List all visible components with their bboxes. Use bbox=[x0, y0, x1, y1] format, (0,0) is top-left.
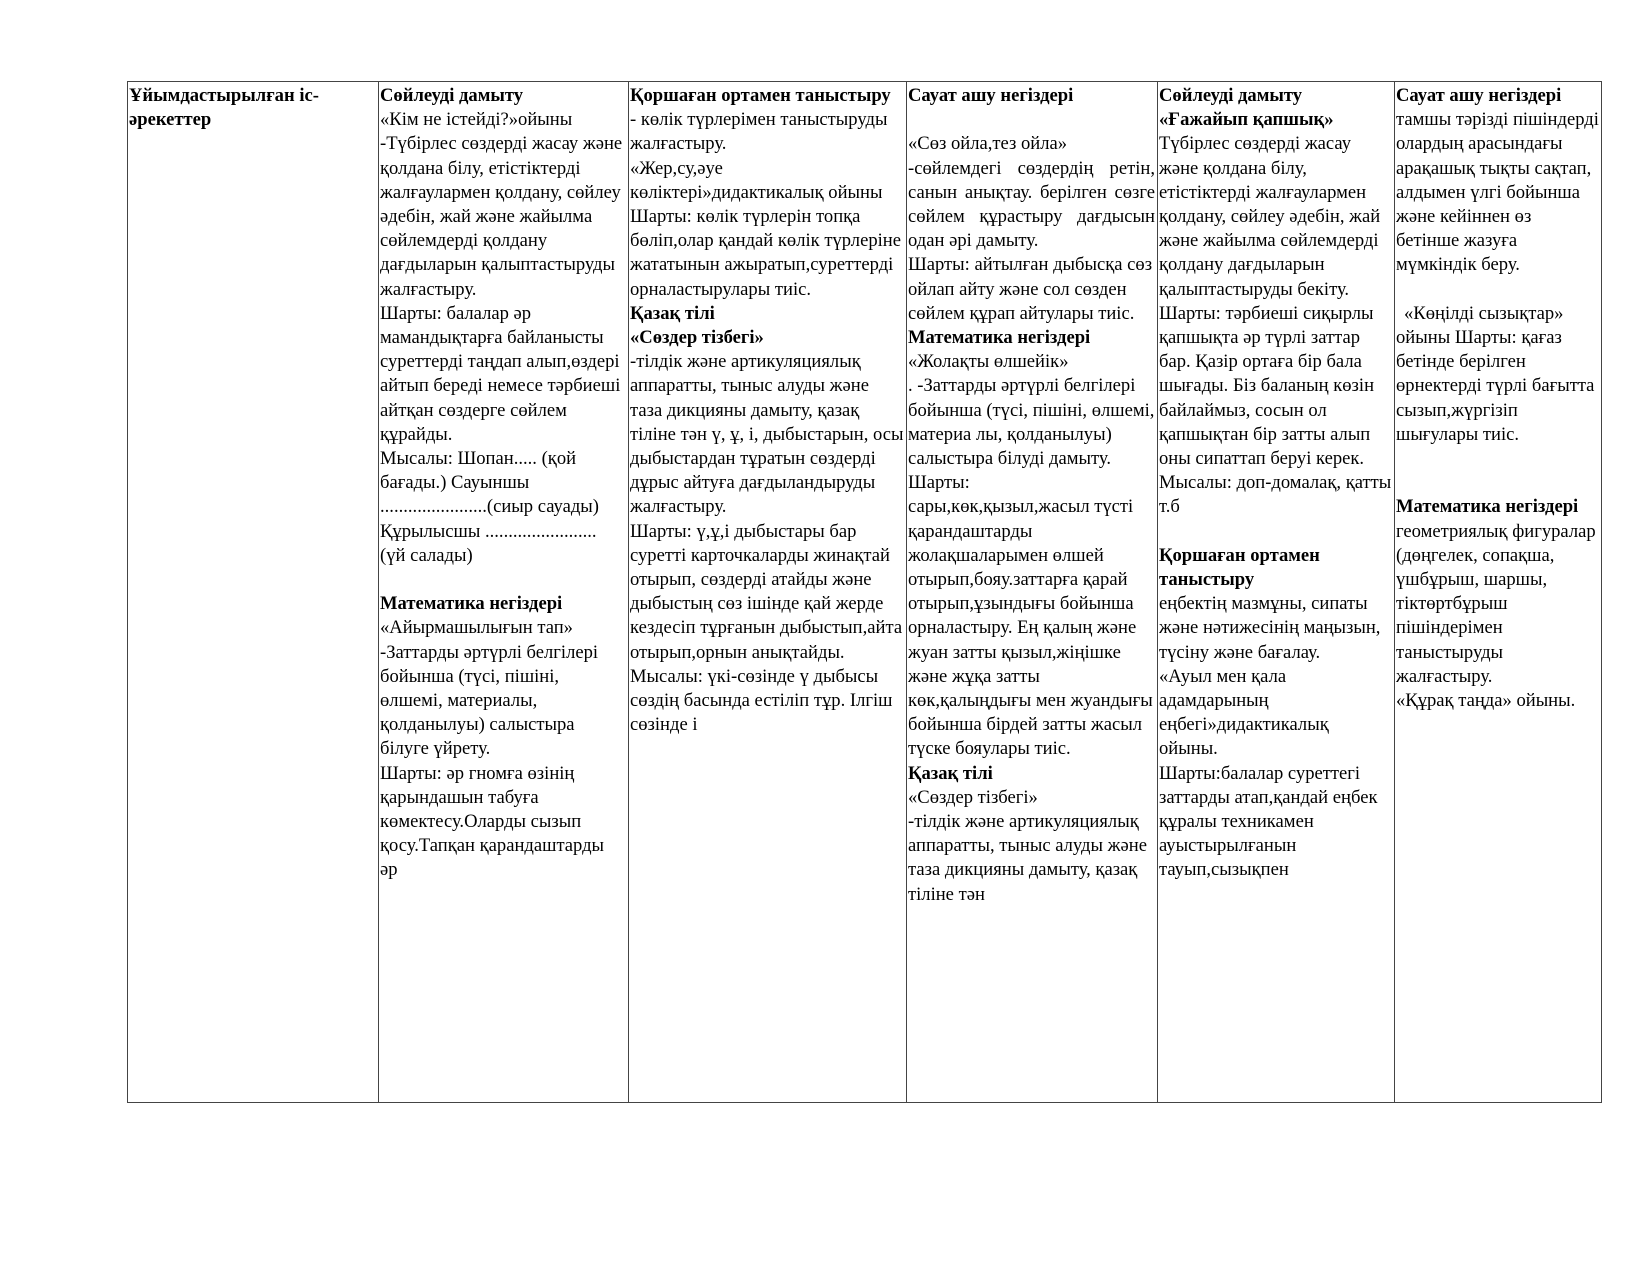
paragraph: Мысалы: Шопан..... (қой бағады.) Сауыншы .......................(сиыр сауады) Құрылысшы ........................ (үй салады) bbox=[380, 448, 599, 566]
activity-cell-1 bbox=[379, 82, 629, 1103]
paragraph: Шарты: балалар әр мамандықтарға байланысты суреттерді таңдап алып,өздері айтып береді немесе тәрбиеші айтқан сөздерге сөйлем құрайды. bbox=[380, 302, 621, 445]
paragraph: -тілдік және артикуляциялық аппаратты, тыныс алуды және таза дикцияны дамыту, қазақ тіліне тән ү, ұ, і, дыбыстарын, осы дыбыстардан тұратын сөздерді дұрыс айтуға дағдыландыруды жалғастыру. bbox=[630, 351, 904, 518]
table-row bbox=[128, 82, 1602, 1103]
paragraph: Шарты:балалар суреттегі заттарды атап,қандай еңбек құралы техникамен ауыстырылғанын тауып,сызықпен bbox=[1159, 762, 1378, 881]
section-heading: «Сөздер тізбегі» bbox=[630, 327, 764, 349]
paragraph: геометриялық фигуралар (дөңгелек, сопақша, үшбұрыш, шаршы, тіктөртбұрыш пішіндерімен таныстыруды жалғастыру. bbox=[1396, 520, 1596, 687]
row-header-label: Ұйымдастырылған іс-әрекеттер bbox=[129, 85, 319, 131]
section-heading: Қазақ тілі bbox=[908, 762, 993, 784]
row-header-cell bbox=[128, 82, 379, 1103]
section-heading: Сөйлеуді дамыту bbox=[380, 85, 524, 106]
section-heading: Сауат ашу негіздері bbox=[908, 85, 1074, 106]
paragraph: Шарты: айтылған дыбысқа сөз ойлап айту және сол сөзден сөйлем құрап айтулары тиіс. bbox=[908, 254, 1153, 324]
paragraph: «Ауыл мен қала адамдарының еңбегі»дидактикалық ойыны. bbox=[1159, 665, 1329, 760]
paragraph: . -Заттарды әртүрлі белгілері бойынша (түсі, пішіні, өлшемі, материа лы, қолданылуы) салыстыра білуді дамыту. bbox=[908, 375, 1155, 470]
paragraph: Шарты: көлік түрлерін топқа бөліп,олар қандай көлік түрлеріне жататынын ажыратып,суреттерді орналастырулары тиіс. bbox=[630, 206, 902, 300]
spacer bbox=[1396, 447, 1599, 471]
spacer bbox=[380, 568, 626, 592]
section-heading: Математика негіздері bbox=[380, 593, 563, 615]
paragraph: «Құрақ таңда» ойыны. bbox=[1396, 690, 1576, 712]
section-heading: Қоршаған ортамен таныстыру bbox=[1159, 544, 1320, 591]
paragraph: тамшы тәрізді пішіндерді олардың арасындағы арақашық тықты сақтап, алдымен үлгі бойынша және кейіннен өз бетінше жазуға мүмкіндік беру. bbox=[1396, 109, 1599, 276]
paragraph: «Кім не істейді?»ойыны bbox=[380, 109, 573, 131]
activity-cell-4 bbox=[1158, 82, 1395, 1103]
section-heading: Сауат ашу негіздері bbox=[1396, 85, 1562, 106]
section-heading: Математика негіздері bbox=[908, 327, 1091, 349]
paragraph: «Көңілді сызықтар» ойыны Шарты: қағаз бетінде берілген өрнектерді түрлі бағытта сызып,жүргізіп шығулары тиіс. bbox=[1396, 302, 1595, 445]
paragraph: Шарты: ү,ұ,і дыбыстары бар суретті карточкаларды жинақтай отырып, сөздерді атайды және дыбыстың сөз ішінде қай жерде кездесіп тұрғанын дыбыстып,айта отырып,орнын анықтайды. bbox=[630, 520, 903, 663]
section-heading: Қазақ тілі bbox=[630, 302, 715, 324]
spacer bbox=[1396, 278, 1599, 302]
lesson-plan-table bbox=[127, 81, 1602, 1103]
paragraph: Мысалы: үкі-сөзінде ү дыбысы сөздің басында естіліп тұр. Ілгіш сөзінде і bbox=[630, 665, 893, 736]
paragraph: «Жолақты өлшейік» bbox=[908, 351, 1069, 373]
spacer bbox=[1159, 520, 1392, 544]
section-heading: Қоршаған ортамен таныстыру bbox=[630, 85, 891, 106]
paragraph: «Айырмашылығын тап» bbox=[380, 617, 573, 639]
paragraph: «Жер,су,әуе көліктері»дидактикалық ойыны bbox=[630, 157, 883, 203]
activity-cell-5 bbox=[1395, 82, 1602, 1103]
paragraph: -Түбірлес сөздерді жасау және қолдана білу, етістіктерді жалғаулармен қолдану, сөйлеу әдебін, жай және жайылма сөйлемдерді қолдану дағдыларын қалыптастыруды жалғастыру. bbox=[380, 133, 623, 300]
spacer bbox=[1396, 471, 1599, 495]
section-heading: Математика негіздері bbox=[1396, 496, 1579, 518]
section-heading: Сөйлеуді дамыту bbox=[1159, 85, 1303, 106]
paragraph: - көлік түрлерімен таныстыруды жалғастыру. bbox=[630, 109, 888, 155]
paragraph: -сөйлемдегі сөздердің ретін, санын анықтау. берілген сөзге сөйлем құрастыру дағдысын одан әрі дамыту. bbox=[908, 157, 1155, 252]
paragraph: Шарты: әр гномға өзінің қарындашын табуға көмектесу.Оларды сызып қосу.Тапқан қарандаштарды әр bbox=[380, 762, 605, 881]
paragraph: Шарты: сары,көк,қызыл,жасыл түсті қарандаштарды жолақшаларымен өлшей отырып,бояу.заттарға қарай отырып,ұзындығы бойынша орналастыру. Ең қалың және жуан затты қызыл,жіңішке және жұқа затты көк,қалыңдығы мен жуандығы бойынша бірдей затты жасыл түске бояулары тиіс. bbox=[908, 472, 1153, 760]
paragraph: Түбірлес сөздерді жасау және қолдана білу, етістіктерді жалғаулармен қолдану, сөйлеу әдебін, жай және жайылма сөйлемдерді қолдану дағдыларын қалыптастыруды бекіту. bbox=[1159, 133, 1381, 300]
section-heading: «Ғажайып қапшық» bbox=[1159, 109, 1334, 131]
activity-cell-3 bbox=[907, 82, 1158, 1103]
spacer bbox=[908, 108, 1155, 132]
paragraph: «Сөз ойла,тез ойла» bbox=[908, 133, 1068, 155]
activity-cell-2 bbox=[629, 82, 907, 1103]
paragraph: Шарты: тәрбиеші сиқырлы қапшықта әр түрлі заттар бар. Қазір ортаға бір бала шығады. Біз баланың көзін байлаймыз, сосын ол қапшықтан бір затты алып оны сипаттап беруі керек. Мысалы: доп-домалақ, қатты т.б bbox=[1159, 302, 1392, 518]
paragraph: -тілдік және артикуляциялық аппаратты, тыныс алуды және таза дикцияны дамыту, қазақ тіліне тән bbox=[908, 811, 1147, 905]
paragraph: -Заттарды әртүрлі белгілері бойынша (түсі, пішіні, өлшемі, материалы, қолданылуы) салыстыра білуге үйрету. bbox=[380, 641, 599, 760]
paragraph: еңбектің мазмұны, сипаты және нәтижесінің маңызын, түсіну және бағалау. bbox=[1159, 593, 1381, 663]
paragraph: «Сөздер тізбегі» bbox=[908, 786, 1038, 808]
